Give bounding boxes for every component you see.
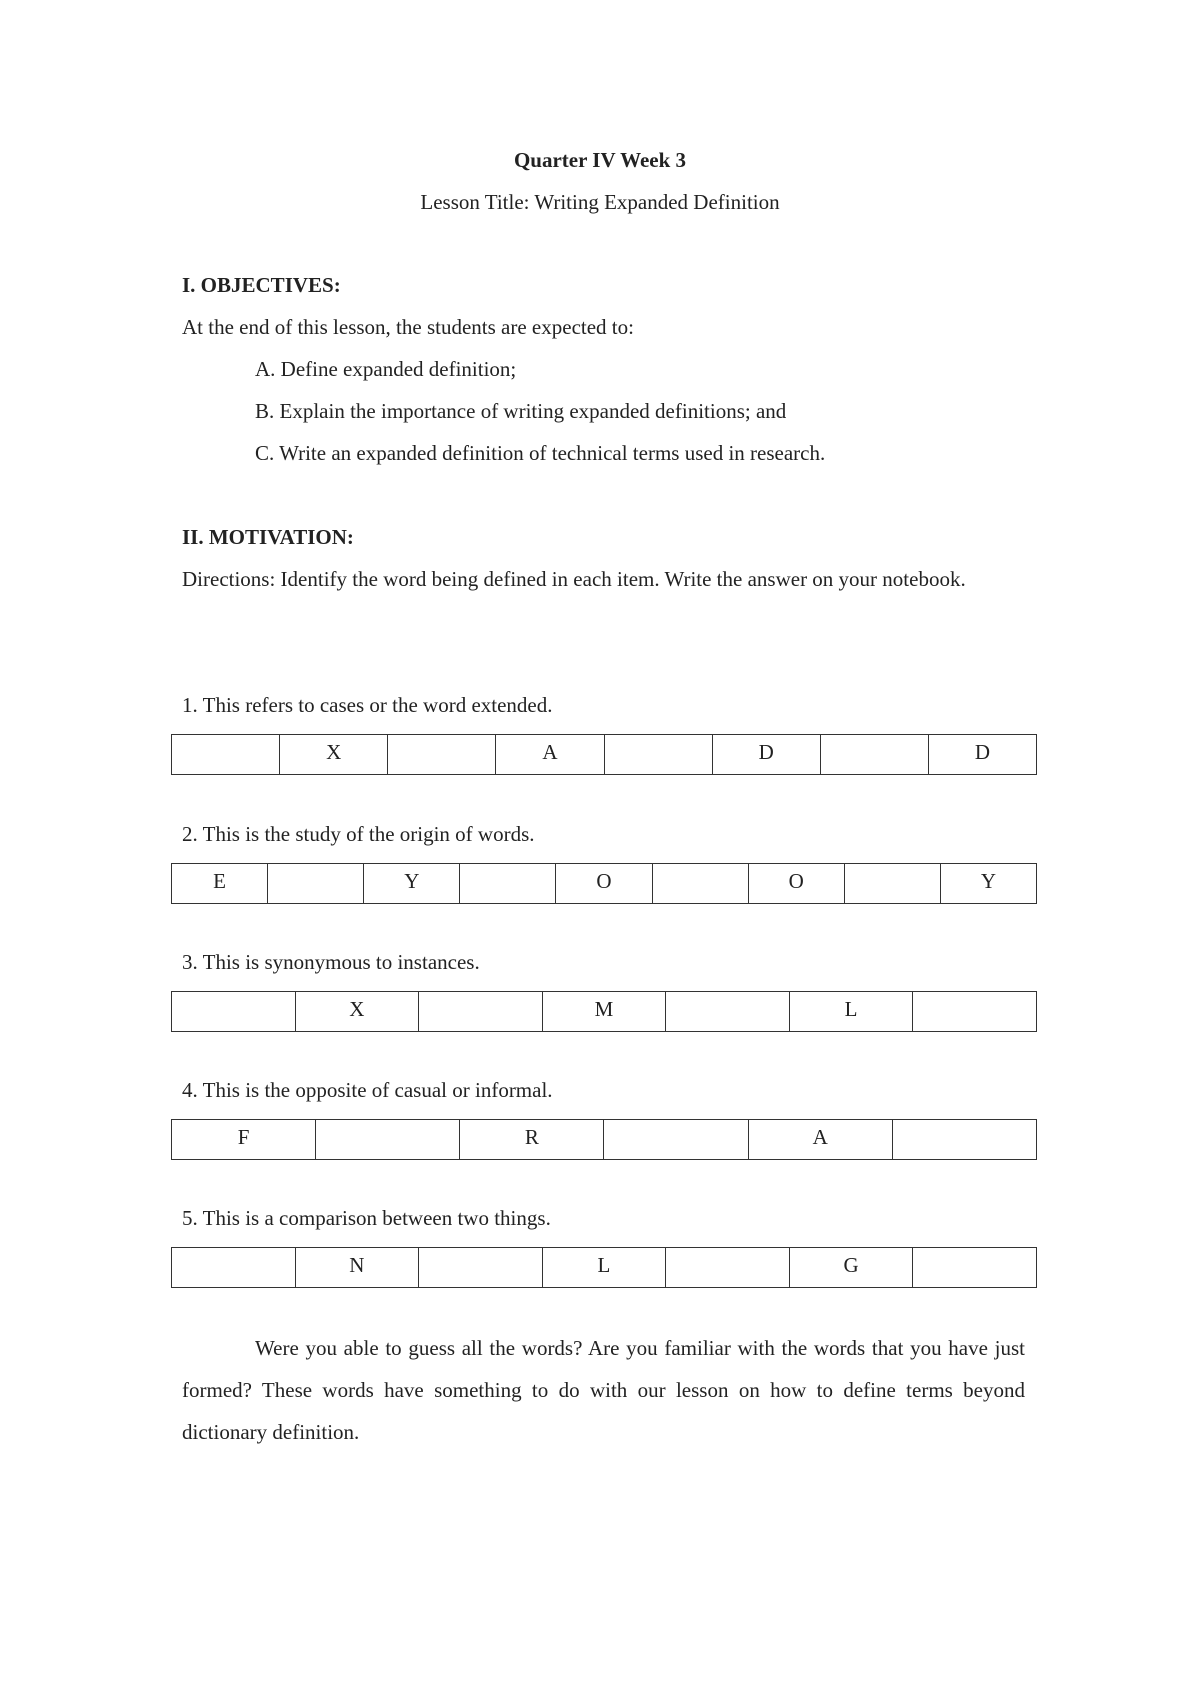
grid-cell — [419, 1248, 543, 1288]
grid-cell — [172, 992, 296, 1032]
objective-item-c: C. Write an expanded definition of technical terms used in research. — [255, 441, 826, 465]
objectives-heading: I. OBJECTIVES: — [182, 273, 341, 297]
question-2-grid — [171, 863, 1037, 904]
grid-cell: N — [295, 1248, 419, 1288]
grid-cell: L — [789, 992, 913, 1032]
grid-cell — [604, 735, 712, 775]
grid-cell: E — [172, 864, 268, 904]
grid-cell — [268, 864, 364, 904]
grid-cell — [652, 864, 748, 904]
question-5-prompt: 5. This is a comparison between two things. — [182, 1206, 551, 1230]
objectives-intro: At the end of this lesson, the students are expected to: — [182, 315, 634, 339]
grid-cell — [604, 1120, 748, 1160]
grid-cell: A — [496, 735, 604, 775]
motivation-directions: Directions: Identify the word being defined in each item. Write the answer on your notebook. — [182, 567, 966, 591]
grid-cell — [844, 864, 940, 904]
closing-paragraph: Were you able to guess all the words? Are you familiar with the words that you have just formed? These words have something to do with our lesson on how to define terms beyond dictionary definition. — [182, 1336, 1025, 1444]
grid-cell — [666, 1248, 790, 1288]
grid-cell — [460, 864, 556, 904]
motivation-heading: II. MOTIVATION: — [182, 525, 354, 549]
grid-cell: O — [748, 864, 844, 904]
question-1-prompt: 1. This refers to cases or the word extended. — [182, 693, 553, 717]
grid-cell: X — [295, 992, 419, 1032]
question-2-prompt: 2. This is the study of the origin of words. — [182, 822, 535, 846]
grid-cell: F — [172, 1120, 316, 1160]
grid-cell — [316, 1120, 460, 1160]
grid-cell: R — [460, 1120, 604, 1160]
grid-cell: O — [556, 864, 652, 904]
grid-cell — [388, 735, 496, 775]
grid-cell — [913, 992, 1037, 1032]
question-4-prompt: 4. This is the opposite of casual or informal. — [182, 1078, 553, 1102]
page-title: Quarter IV Week 3 — [513, 148, 687, 172]
grid-cell — [419, 992, 543, 1032]
grid-cell: G — [789, 1248, 913, 1288]
grid-cell: D — [928, 735, 1036, 775]
question-1-grid — [171, 734, 1037, 775]
grid-cell: X — [280, 735, 388, 775]
grid-cell: A — [748, 1120, 892, 1160]
question-3-grid — [171, 991, 1037, 1032]
grid-cell: L — [542, 1248, 666, 1288]
objective-item-b: B. Explain the importance of writing expanded definitions; and — [255, 399, 787, 423]
grid-cell — [820, 735, 928, 775]
objective-item-a: A. Define expanded definition; — [255, 357, 517, 381]
lesson-title: Lesson Title: Writing Expanded Definition — [420, 190, 780, 214]
grid-cell — [172, 735, 280, 775]
grid-cell — [892, 1120, 1036, 1160]
grid-cell: Y — [364, 864, 460, 904]
grid-cell — [172, 1248, 296, 1288]
question-3-prompt: 3. This is synonymous to instances. — [182, 950, 480, 974]
grid-cell: D — [712, 735, 820, 775]
grid-cell: M — [542, 992, 666, 1032]
grid-cell — [666, 992, 790, 1032]
question-5-grid — [171, 1247, 1037, 1288]
grid-cell: Y — [940, 864, 1036, 904]
question-4-grid — [171, 1119, 1037, 1160]
grid-cell — [913, 1248, 1037, 1288]
